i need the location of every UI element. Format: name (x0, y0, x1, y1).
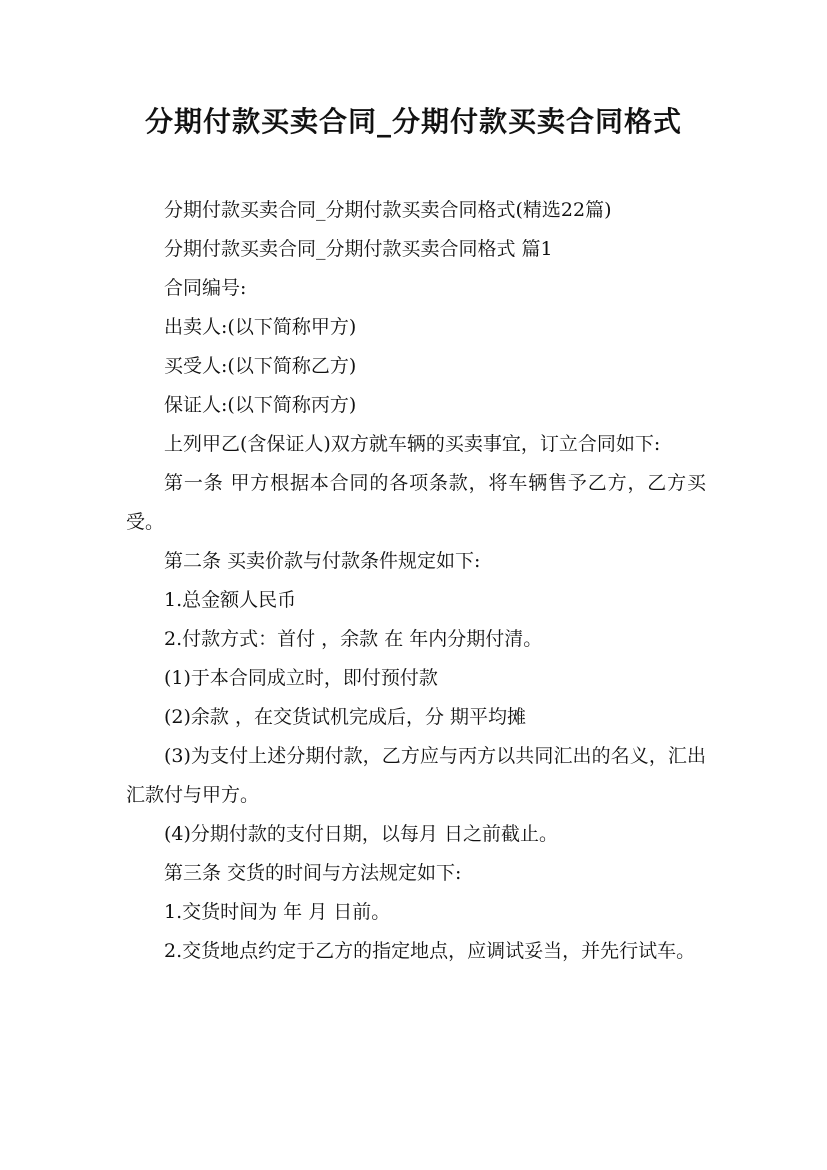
paragraph-seller: 出卖人:(以下简称甲方) (164, 316, 357, 338)
document-title: 分期付款买卖合同_分期付款买卖合同格式 (144, 105, 682, 138)
document-body (126, 191, 706, 971)
paragraph-article-3: 第三条 交货的时间与方法规定如下: (164, 862, 462, 884)
paragraph-guarantor: 保证人:(以下简称丙方) (164, 394, 357, 416)
paragraph-article-2: 第二条 买卖价款与付款条件规定如下: (164, 550, 481, 572)
paragraph-item-4: (4)分期付款的支付日期，以每月 日之前截止。 (164, 823, 558, 845)
paragraph-item-1: (1)于本合同成立时，即付预付款 (164, 667, 438, 689)
paragraph-payment-method: 2.付款方式：首付 ，余款 在 年内分期付清。 (164, 628, 543, 650)
paragraph-article-1: 第一条 甲方根据本合同的各项条款，将车辆售予乙方，乙方买受。 (126, 472, 706, 533)
paragraph-delivery-location: 2.交货地点约定于乙方的指定地点，应调试妥当，并先行试车。 (164, 940, 696, 962)
paragraph-item-3: (3)为支付上述分期付款，乙方应与丙方以共同汇出的名义，汇出汇款付与甲方。 (126, 745, 706, 806)
paragraph-buyer: 买受人:(以下简称乙方) (164, 355, 357, 377)
paragraph-item-2: (2)余款 ，在交货试机完成后，分 期平均摊 (164, 706, 526, 728)
paragraph-delivery-time: 1.交货时间为 年 月 日前。 (164, 901, 391, 923)
paragraph-total-amount: 1.总金额人民币 (164, 589, 297, 611)
paragraph-contract-number: 合同编号: (164, 277, 247, 299)
paragraph-subtitle: 分期付款买卖合同_分期付款买卖合同格式(精选22篇) (164, 199, 612, 221)
paragraph-section-heading: 分期付款买卖合同_分期付款买卖合同格式 篇1 (164, 238, 553, 260)
paragraph-preamble: 上列甲乙(含保证人)双方就车辆的买卖事宜，订立合同如下: (164, 433, 661, 455)
